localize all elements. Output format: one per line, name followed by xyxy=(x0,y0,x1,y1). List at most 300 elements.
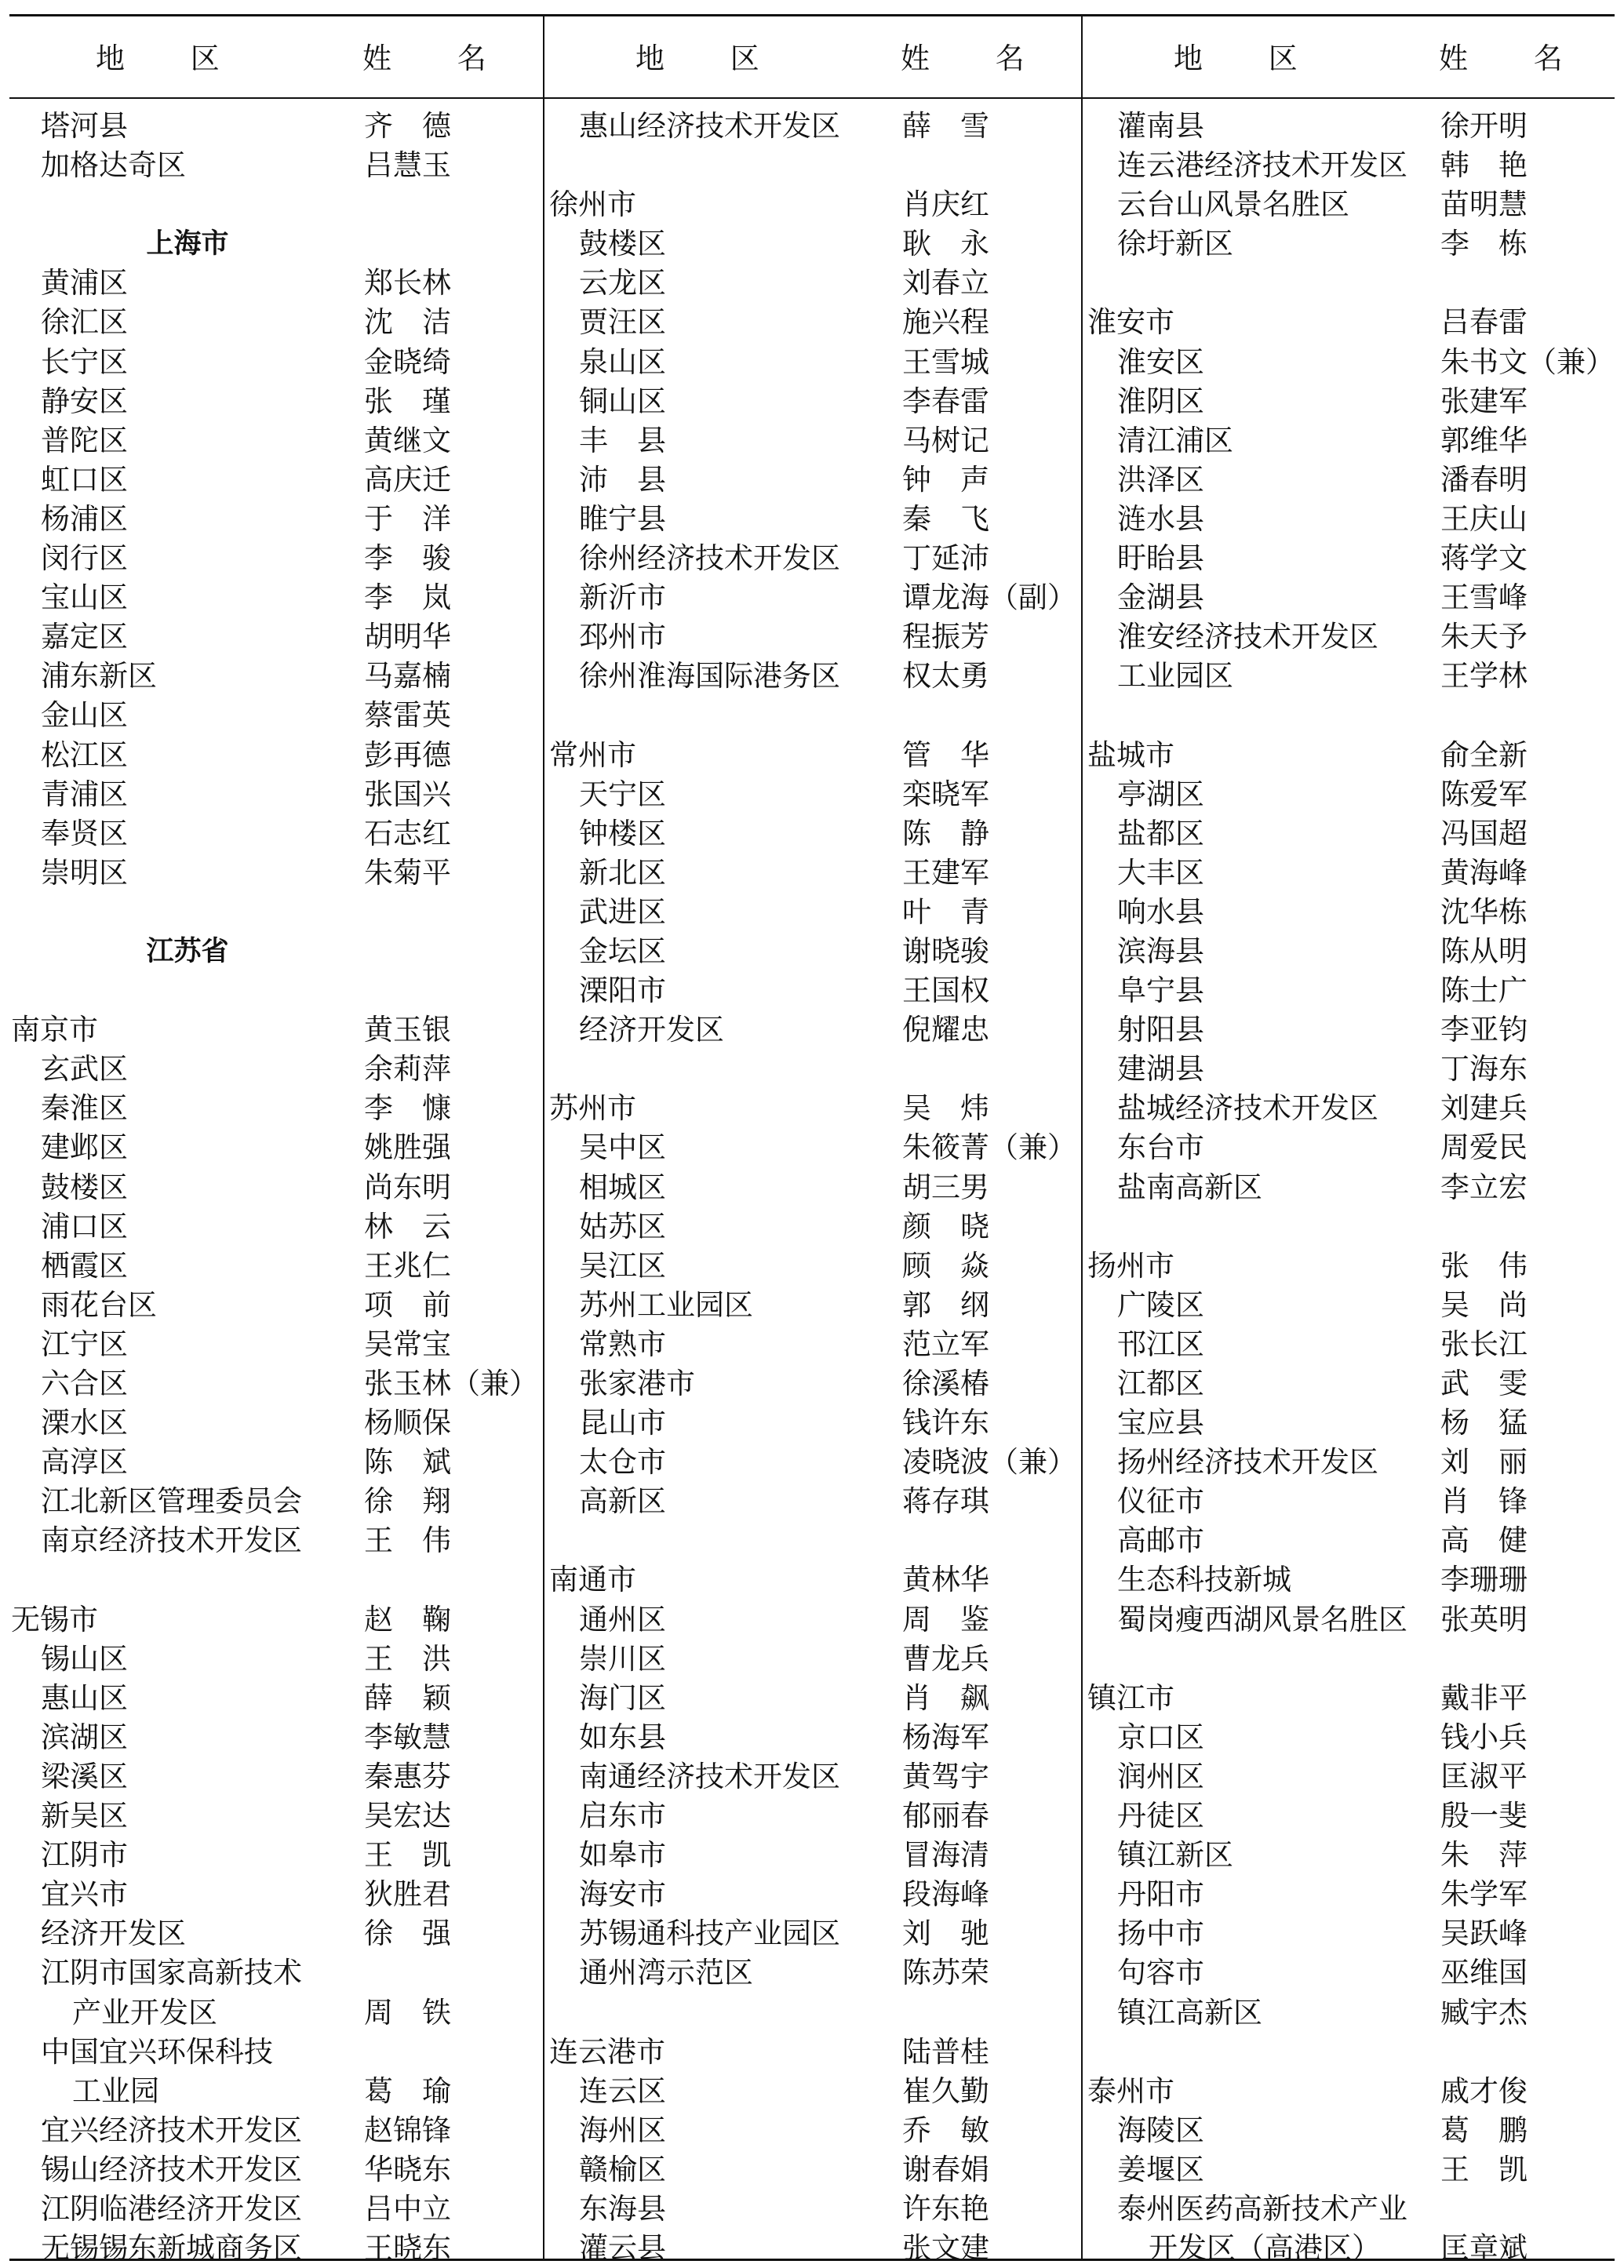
region-name: 玄武区 xyxy=(41,1052,128,1087)
region-name: 高新区 xyxy=(579,1484,666,1519)
roster-row xyxy=(1087,1757,1621,1797)
region-name: 南京经济技术开发区 xyxy=(41,1524,302,1558)
roster-row xyxy=(11,1560,544,1600)
person-name: 杨顺保 xyxy=(364,1406,451,1440)
person-name: 李 骏 xyxy=(364,541,451,576)
region-name: 如东县 xyxy=(579,1720,666,1754)
person-name: 黄海峰 xyxy=(1440,855,1528,890)
roster-row xyxy=(549,1993,1083,2033)
roster-row xyxy=(1087,1128,1621,1167)
region-name: 海陵区 xyxy=(1117,2113,1204,2147)
roster-row xyxy=(1087,814,1621,854)
person-name: 黄驾宇 xyxy=(902,1759,989,1793)
roster-row xyxy=(1087,1836,1621,1875)
roster-row xyxy=(1087,1993,1621,2033)
roster-row xyxy=(549,2150,1083,2190)
region-name: 润州区 xyxy=(1117,1759,1204,1793)
person-name: 吴跃峰 xyxy=(1440,1917,1528,1951)
person-name: 齐 德 xyxy=(364,109,451,143)
region-name: 连云港经济技术开发区 xyxy=(1117,148,1407,183)
person-name: 钱小兵 xyxy=(1440,1720,1528,1754)
region-name: 东台市 xyxy=(1117,1130,1204,1165)
roster-row xyxy=(549,814,1083,854)
person-name: 朱菊平 xyxy=(364,855,451,890)
region-name: 闵行区 xyxy=(41,541,128,576)
region-name: 高邮市 xyxy=(1117,1524,1204,1558)
roster-row xyxy=(549,2190,1083,2229)
top-rule xyxy=(9,14,1615,16)
person-name: 杨海军 xyxy=(902,1720,989,1754)
person-name: 潘春明 xyxy=(1440,462,1528,497)
person-name: 戚才俊 xyxy=(1440,2073,1528,2108)
roster-row xyxy=(549,303,1083,342)
person-name: 殷一斐 xyxy=(1440,1799,1528,1833)
person-name: 刘春立 xyxy=(902,266,989,300)
person-name: 王庆山 xyxy=(1440,501,1528,536)
region-name: 徐州经济技术开发区 xyxy=(579,541,840,576)
roster-row xyxy=(11,1836,544,1875)
roster-row xyxy=(549,1443,1083,1482)
person-name: 栾晓军 xyxy=(902,777,989,811)
region-name: 武进区 xyxy=(579,894,666,929)
region-name: 广陵区 xyxy=(1117,1287,1204,1322)
region-name: 铜山区 xyxy=(579,384,666,418)
region-name: 建邺区 xyxy=(41,1130,128,1165)
region-name: 徐汇区 xyxy=(41,305,128,340)
region-name: 宜兴经济技术开发区 xyxy=(41,2113,302,2147)
roster-row xyxy=(1087,775,1621,814)
region-name: 淮安区 xyxy=(1117,344,1204,379)
person-name: 叶 青 xyxy=(902,894,989,929)
roster-row xyxy=(1087,1207,1621,1247)
region-name: 洪泽区 xyxy=(1117,462,1204,497)
person-name: 于 洋 xyxy=(364,501,451,536)
person-name: 颜 晓 xyxy=(902,1209,989,1243)
person-name: 陆普桂 xyxy=(902,2034,989,2069)
region-name: 阜宁县 xyxy=(1117,974,1204,1008)
roster-row xyxy=(549,1875,1083,1914)
person-name: 陈士广 xyxy=(1440,974,1528,1008)
region-name: 六合区 xyxy=(41,1367,128,1400)
region-name: 鼓楼区 xyxy=(579,227,666,261)
region-name: 海安市 xyxy=(579,1877,666,1912)
region-name: 杨浦区 xyxy=(41,501,128,536)
roster-row xyxy=(1087,736,1621,775)
region-name: 崇川区 xyxy=(579,1641,666,1676)
roster-row xyxy=(11,1207,544,1247)
roster-row xyxy=(11,1010,544,1050)
roster-row xyxy=(549,382,1083,421)
region-name: 南通市 xyxy=(549,1563,636,1597)
roster-row xyxy=(1087,264,1621,303)
person-name: 曹龙兵 xyxy=(902,1641,989,1676)
region-name: 海州区 xyxy=(579,2113,666,2147)
region-name: 浦东新区 xyxy=(41,659,157,694)
person-name: 刘 驰 xyxy=(902,1917,989,1951)
region-name: 吴江区 xyxy=(579,1248,666,1283)
roster-row xyxy=(11,185,544,224)
region-name: 宝应县 xyxy=(1117,1406,1204,1440)
roster-row xyxy=(1087,2190,1621,2229)
person-name: 朱学军 xyxy=(1440,1877,1528,1912)
person-name: 蔡雷英 xyxy=(364,698,451,733)
region-name: 黄浦区 xyxy=(41,266,128,300)
region-name: 浦口区 xyxy=(41,1209,128,1243)
roster-row xyxy=(11,1914,544,1953)
person-name: 林 云 xyxy=(364,1209,451,1243)
person-name: 黄玉银 xyxy=(364,1013,451,1047)
region-name: 邗江区 xyxy=(1117,1327,1204,1361)
region-name: 扬州市 xyxy=(1087,1248,1174,1283)
roster-row xyxy=(11,1600,544,1640)
region-name: 徐圩新区 xyxy=(1117,227,1233,261)
region-name: 张家港市 xyxy=(579,1367,695,1400)
roster-row xyxy=(549,224,1083,264)
roster-row xyxy=(549,736,1083,775)
person-name: 朱 萍 xyxy=(1440,1838,1528,1873)
region-name: 嘉定区 xyxy=(41,620,128,654)
person-name: 马树记 xyxy=(902,423,989,457)
person-name: 韩 艳 xyxy=(1440,148,1528,183)
roster-row xyxy=(549,1168,1083,1207)
region-name: 姑苏区 xyxy=(579,1209,666,1243)
roster-row xyxy=(11,500,544,539)
section-heading xyxy=(11,932,544,971)
region-name: 雨花台区 xyxy=(41,1287,157,1322)
person-name: 王国权 xyxy=(902,974,989,1008)
person-name: 俞全新 xyxy=(1440,737,1528,772)
roster-row xyxy=(1087,1914,1621,1953)
roster-row xyxy=(1087,1679,1621,1718)
region-name: 盱眙县 xyxy=(1117,541,1204,576)
roster-row xyxy=(11,107,544,146)
roster-row xyxy=(549,617,1083,657)
roster-row xyxy=(549,1050,1083,1089)
person-name: 石志红 xyxy=(364,816,451,850)
roster-row xyxy=(11,1797,544,1836)
region-name: 徐州市 xyxy=(549,187,636,222)
roster-row xyxy=(1087,2072,1621,2111)
roster-row xyxy=(11,2033,544,2072)
roster-row xyxy=(549,264,1083,303)
roster-row xyxy=(1087,2150,1621,2190)
region-name: 加格达奇区 xyxy=(41,148,186,183)
roster-column xyxy=(1087,107,1621,2268)
region-name: 江北新区管理委员会 xyxy=(41,1484,302,1519)
region-name: 泰州市 xyxy=(1087,2073,1174,2108)
region-name: 盐城经济技术开发区 xyxy=(1117,1091,1378,1126)
person-name: 王学林 xyxy=(1440,659,1528,694)
person-name: 朱书文（兼） xyxy=(1440,344,1615,379)
person-name: 匡章斌 xyxy=(1440,2231,1528,2266)
region-name: 清江浦区 xyxy=(1117,423,1233,457)
region-name: 常州市 xyxy=(549,737,636,772)
roster-row xyxy=(11,1168,544,1207)
person-name: 杨 猛 xyxy=(1440,1406,1528,1440)
roster-row xyxy=(1087,1364,1621,1403)
roster-row xyxy=(1087,421,1621,461)
region-name: 泉山区 xyxy=(579,344,666,379)
person-name: 肖 锋 xyxy=(1440,1484,1528,1519)
person-name: 王 伟 xyxy=(364,1524,451,1558)
roster-row xyxy=(11,854,544,893)
region-name: 相城区 xyxy=(579,1170,666,1204)
region-name: 中国宜兴环保科技 xyxy=(41,2034,273,2069)
person-name: 王雪峰 xyxy=(1440,581,1528,615)
roster-row xyxy=(1087,2111,1621,2150)
region-name: 灌南县 xyxy=(1117,109,1204,143)
region-name: 大丰区 xyxy=(1117,855,1204,890)
region-name: 蜀岗瘦西湖风景名胜区 xyxy=(1117,1602,1407,1636)
person-name: 徐开明 xyxy=(1440,109,1528,143)
region-name: 扬州经济技术开发区 xyxy=(1117,1445,1378,1480)
person-name: 高庆迁 xyxy=(364,462,451,497)
person-name: 乔 敏 xyxy=(902,2113,989,2147)
region-name: 睢宁县 xyxy=(579,501,666,536)
person-name: 姚胜强 xyxy=(364,1130,451,1165)
region-name: 崇明区 xyxy=(41,855,128,890)
person-name: 王 凯 xyxy=(1440,2152,1528,2186)
roster-row xyxy=(1087,224,1621,264)
roster-row xyxy=(1087,1797,1621,1836)
person-name: 张 伟 xyxy=(1440,1248,1528,1283)
person-name: 谢春娟 xyxy=(902,2152,989,2186)
person-name: 崔久勤 xyxy=(902,2073,989,2108)
region-name: 新沂市 xyxy=(579,581,666,615)
person-name: 郁丽春 xyxy=(902,1799,989,1833)
region-name: 邳州市 xyxy=(579,620,666,654)
person-name: 顾 焱 xyxy=(902,1248,989,1283)
header-name: 姓 名 xyxy=(901,42,1053,75)
region-name: 赣榆区 xyxy=(579,2152,666,2186)
region-name: 鼓楼区 xyxy=(41,1170,128,1204)
region-name: 经济开发区 xyxy=(579,1013,724,1047)
region-name: 建湖县 xyxy=(1117,1052,1204,1087)
roster-row xyxy=(11,1247,544,1286)
roster-row xyxy=(11,736,544,775)
region-name: 无锡市 xyxy=(11,1602,98,1636)
person-name: 张英明 xyxy=(1440,1602,1528,1636)
roster-row xyxy=(11,2072,544,2111)
person-name: 赵 鞠 xyxy=(364,1602,451,1636)
region-name: 长宁区 xyxy=(41,344,128,379)
region-name: 仪征市 xyxy=(1117,1484,1204,1519)
person-name: 吴常宝 xyxy=(364,1327,451,1361)
person-name: 王兆仁 xyxy=(364,1248,451,1283)
region-name: 塔河县 xyxy=(41,109,128,143)
roster-row xyxy=(549,1914,1083,1953)
person-name: 李春雷 xyxy=(902,384,989,418)
header-region: 地 区 xyxy=(635,42,788,75)
region-name: 云台山风景名胜区 xyxy=(1117,187,1349,222)
region-name: 丹阳市 xyxy=(1117,1877,1204,1912)
roster-row xyxy=(549,1953,1083,1993)
roster-row xyxy=(11,1679,544,1718)
person-name: 华晓东 xyxy=(364,2152,451,2186)
roster-row xyxy=(549,343,1083,382)
roster-row xyxy=(11,2190,544,2229)
person-name: 匡淑平 xyxy=(1440,1759,1528,1793)
region-name: 响水县 xyxy=(1117,894,1204,929)
roster-row xyxy=(11,264,544,303)
roster-row xyxy=(549,185,1083,224)
region-name: 江苏省 xyxy=(146,935,229,967)
person-name: 王晓东 xyxy=(364,2231,451,2266)
roster-row xyxy=(1087,539,1621,578)
roster-row xyxy=(1087,854,1621,893)
roster-row xyxy=(549,657,1083,696)
region-name: 南通经济技术开发区 xyxy=(579,1759,840,1793)
person-name: 葛 鹏 xyxy=(1440,2113,1528,2147)
person-name: 张玉林（兼） xyxy=(364,1367,538,1400)
region-name: 江阴临港经济开发区 xyxy=(41,2191,302,2226)
region-name: 经济开发区 xyxy=(41,1917,186,1951)
roster-row xyxy=(549,775,1083,814)
person-name: 项 前 xyxy=(364,1287,451,1322)
region-name: 梁溪区 xyxy=(41,1759,128,1793)
roster-row xyxy=(11,657,544,696)
region-name: 镇江市 xyxy=(1087,1680,1174,1715)
roster-row xyxy=(1087,1718,1621,1757)
person-name: 郑长林 xyxy=(364,266,451,300)
roster-row xyxy=(1087,1560,1621,1600)
region-name: 姜堰区 xyxy=(1117,2152,1204,2186)
roster-row xyxy=(11,578,544,617)
person-name: 尚东明 xyxy=(364,1170,451,1204)
person-name: 吕春雷 xyxy=(1440,305,1528,340)
roster-row xyxy=(1087,146,1621,185)
person-name: 葛 瑜 xyxy=(364,2073,451,2108)
roster-row xyxy=(1087,1403,1621,1443)
region-name: 无锡锡东新城商务区 xyxy=(41,2231,302,2266)
person-name: 许东艳 xyxy=(902,2191,989,2226)
region-name: 涟水县 xyxy=(1117,501,1204,536)
roster-row xyxy=(1087,1953,1621,1993)
roster-row xyxy=(11,617,544,657)
roster-row xyxy=(11,696,544,735)
person-name: 程振芳 xyxy=(902,620,989,654)
region-name: 扬中市 xyxy=(1117,1917,1204,1951)
person-name: 吴 炜 xyxy=(902,1091,989,1126)
person-name: 彭再德 xyxy=(364,737,451,772)
region-name: 如皋市 xyxy=(579,1838,666,1873)
person-name: 张 瑾 xyxy=(364,384,451,418)
roster-row xyxy=(1087,1521,1621,1560)
region-name: 栖霞区 xyxy=(41,1248,128,1283)
roster-row xyxy=(549,1600,1083,1640)
person-name: 王建军 xyxy=(902,855,989,890)
roster-row xyxy=(549,539,1083,578)
person-name: 张文建 xyxy=(902,2231,989,2266)
person-name: 胡三男 xyxy=(902,1170,989,1204)
region-name: 云龙区 xyxy=(579,266,666,300)
region-name: 苏州工业园区 xyxy=(579,1287,753,1322)
person-name: 谭龙海（副） xyxy=(902,581,1076,615)
region-name: 盐南高新区 xyxy=(1117,1170,1262,1204)
roster-row xyxy=(549,1836,1083,1875)
region-name: 生态科技新城 xyxy=(1117,1563,1291,1597)
roster-row xyxy=(549,2111,1083,2150)
roster-row xyxy=(1087,500,1621,539)
person-name: 秦 飞 xyxy=(902,501,989,536)
region-name: 虹口区 xyxy=(41,462,128,497)
roster-row xyxy=(549,893,1083,932)
roster-row xyxy=(11,971,544,1010)
person-name: 高 健 xyxy=(1440,1524,1528,1558)
header-region: 地 区 xyxy=(96,42,248,75)
roster-row xyxy=(11,1286,544,1325)
region-name: 江阴市 xyxy=(41,1838,128,1873)
person-name: 狄胜君 xyxy=(364,1877,451,1912)
person-name: 吴宏达 xyxy=(364,1799,451,1833)
roster-row xyxy=(11,1089,544,1128)
roster-row xyxy=(549,2072,1083,2111)
person-name: 薛 雪 xyxy=(902,109,989,143)
region-name: 通州区 xyxy=(579,1602,666,1636)
person-name: 蒋学文 xyxy=(1440,541,1528,576)
roster-row xyxy=(549,421,1083,461)
roster-row xyxy=(1087,893,1621,932)
person-name: 周爱民 xyxy=(1440,1130,1528,1165)
person-name: 冯国超 xyxy=(1440,816,1528,850)
person-name: 王雪城 xyxy=(902,344,989,379)
person-name: 周 铁 xyxy=(364,1995,451,2030)
roster-row xyxy=(549,1482,1083,1521)
roster-row xyxy=(1087,1089,1621,1128)
region-name: 京口区 xyxy=(1117,1720,1204,1754)
person-name: 李 岚 xyxy=(364,581,451,615)
person-name: 吕中立 xyxy=(364,2191,451,2226)
roster-row xyxy=(549,1364,1083,1403)
roster-row xyxy=(1087,1247,1621,1286)
roster-row xyxy=(549,500,1083,539)
roster-row xyxy=(11,1757,544,1797)
roster-row xyxy=(11,1325,544,1364)
region-name: 镇江新区 xyxy=(1117,1838,1233,1873)
person-name: 李珊珊 xyxy=(1440,1563,1528,1597)
person-name: 朱筱菁（兼） xyxy=(902,1130,1076,1165)
person-name: 谢晓骏 xyxy=(902,934,989,968)
roster-row xyxy=(1087,1443,1621,1482)
person-name: 李 慷 xyxy=(364,1091,451,1126)
region-name: 工业园 xyxy=(72,2073,159,2108)
person-name: 肖庆红 xyxy=(902,187,989,222)
region-name: 惠山经济技术开发区 xyxy=(579,109,840,143)
roster-row xyxy=(1087,1050,1621,1089)
roster-row xyxy=(1087,657,1621,696)
region-name: 淮阴区 xyxy=(1117,384,1204,418)
region-name: 溧水区 xyxy=(41,1406,128,1440)
person-name: 冒海清 xyxy=(902,1838,989,1873)
region-name: 镇江高新区 xyxy=(1117,1995,1262,2030)
roster-row xyxy=(549,1718,1083,1757)
person-name: 吕慧玉 xyxy=(364,148,451,183)
region-name: 金湖县 xyxy=(1117,581,1204,615)
person-name: 沈华栋 xyxy=(1440,894,1528,929)
person-name: 耿 永 xyxy=(902,227,989,261)
roster-row xyxy=(549,1403,1083,1443)
person-name: 李亚钧 xyxy=(1440,1013,1528,1047)
region-name: 泰州医药高新技术产业 xyxy=(1117,2191,1407,2226)
person-name: 沈 洁 xyxy=(364,305,451,340)
region-name: 金坛区 xyxy=(579,934,666,968)
region-name: 开发区（高港区） xyxy=(1149,2231,1381,2266)
region-name: 宝山区 xyxy=(41,581,128,615)
person-name: 钟 声 xyxy=(902,462,989,497)
person-name: 张长江 xyxy=(1440,1327,1528,1361)
person-name: 朱天予 xyxy=(1440,620,1528,654)
person-name: 郭维华 xyxy=(1440,423,1528,457)
